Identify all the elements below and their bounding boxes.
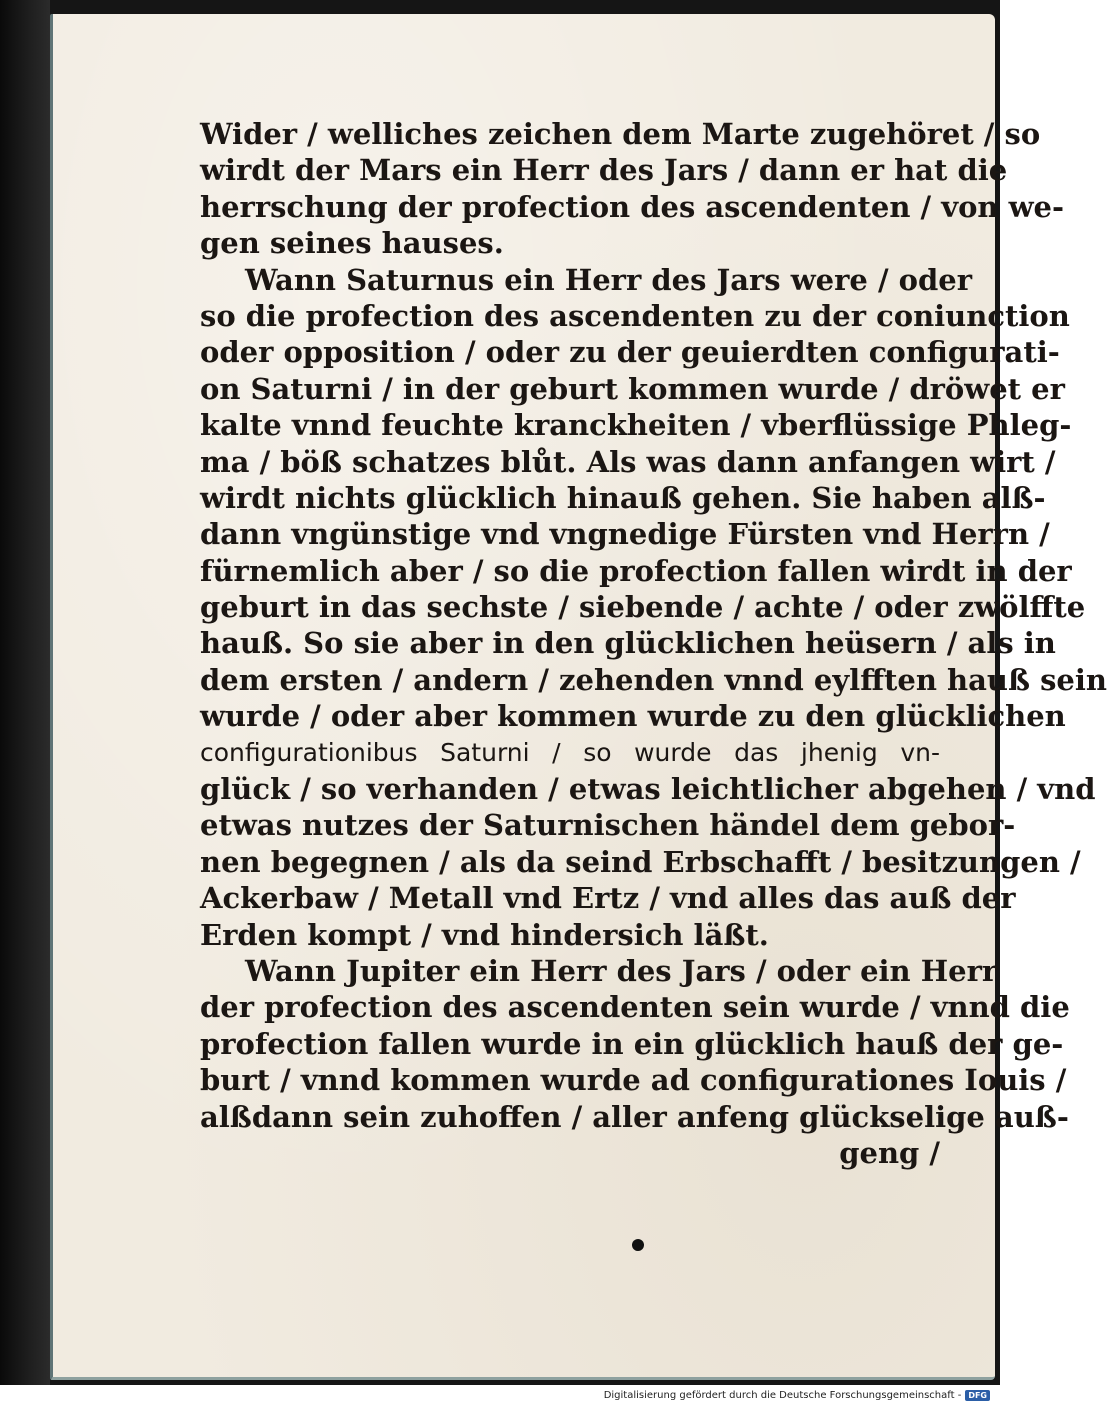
text-line: Wider / welliches zeichen dem Marte zugehöret / so [200,117,1041,151]
text-line: herrschung der profection des ascendenten / von we- [200,189,1065,224]
text-line: wurde / oder aber kommen wurde zu den glücklichen [200,699,1066,734]
text-line: so die profection des ascendenten zu der coniunction [200,298,1070,333]
catchword: geng / [839,1135,940,1170]
text-line: Wann Jupiter ein Herr des Jars / oder ein Herr [245,953,998,988]
text-line: on Saturni / in der geburt kommen wurde / dröwet er [200,371,1065,406]
page-text [200,116,1107,1171]
book-binding [0,0,50,1385]
text-line: hauß. So sie aber in den glücklichen heüsern / als in [200,626,1056,661]
text-line: nen begegnen / als da seind Erbschafft / besitzungen / [200,844,1081,879]
text-line: kalte vnnd feuchte kranckheiten / vberflüssige Phleg- [200,408,1072,443]
text-line: Ackerbaw / Metall vnd Ertz / vnd alles das auß der [200,881,1016,916]
text-line: configurationibus Saturni / so wurde das jhenig vn- [200,737,940,767]
text-line: dem ersten / andern / zehenden vnnd eylfften hauß sein [200,662,1107,697]
text-line: geburt in das sechste / siebende / achte / oder zwölffte [200,590,1086,625]
credit-text: Digitalisierung gefördert durch die Deutsche Forschungsgemeinschaft - [603,1390,962,1401]
text-line: etwas nutzes der Saturnischen händel dem gebor- [200,808,1016,843]
text-line: gen seines hauses. [200,226,504,261]
text-line: wirdt der Mars ein Herr des Jars / dann er hat die [200,153,1008,188]
text-line: ma / böß schatzes blůt. Als was dann anfangen wirt / [200,444,1056,479]
signature-mark [632,1239,644,1251]
text-line: burt / vnnd kommen wurde ad configurationes Iouis / [200,1063,1067,1098]
text-line: glück / so verhanden / etwas leichtlicher abgehen / vnd [200,772,1096,807]
text-line: Erden kompt / vnd hindersich läßt. [200,917,769,952]
text-line: fürnemlich aber / so die profection fallen wirdt in der [200,553,1072,588]
digitization-credit [604,1390,990,1401]
text-line: der profection des ascendenten sein wurde / vnnd die [200,990,1070,1025]
text-line: oder opposition / oder zu der geuierdten configurati- [200,335,1060,370]
text-line: alßdann sein zuhoffen / aller anfeng glückselige auß- [200,1099,1069,1134]
text-line: wirdt nichts glücklich hinauß gehen. Sie haben alß- [200,480,1046,515]
text-line: Wann Saturnus ein Herr des Jars were / oder [245,262,972,297]
text-line: dann vngünstige vnd vngnedige Fürsten vnd Herrn / [200,517,1050,552]
text-line: profection fallen wurde in ein glücklich hauß der ge- [200,1026,1064,1061]
dfg-logo-icon: DFG [965,1390,990,1401]
